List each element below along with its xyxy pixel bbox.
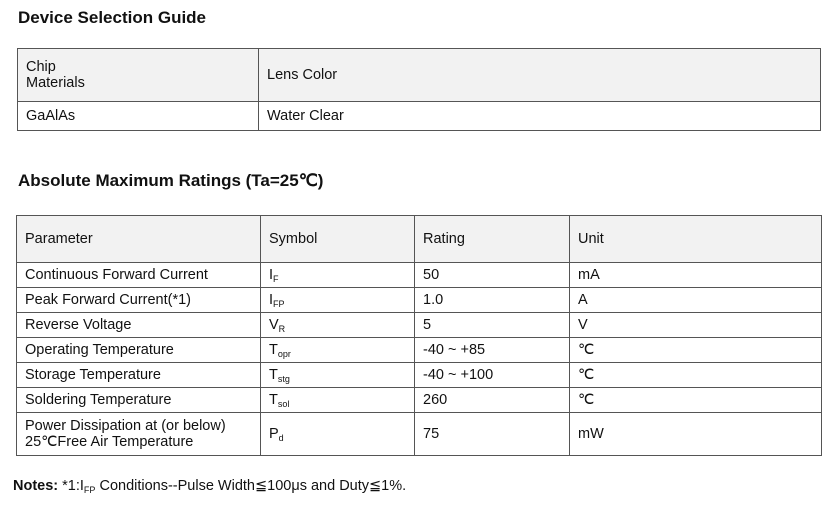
- cell-chip: GaAlAs: [18, 102, 259, 131]
- absolute-max-table: [16, 215, 822, 456]
- symbol-subscript: opr: [277, 348, 291, 359]
- cell-rating: 260: [415, 388, 570, 413]
- symbol-main: T: [269, 341, 278, 358]
- cell-symbol: [261, 338, 415, 363]
- table-row: [17, 388, 822, 413]
- table-row: [17, 338, 822, 363]
- header-rating: Rating: [415, 216, 570, 263]
- header-chip-line2: Materials: [26, 75, 85, 91]
- cell-parameter: [17, 413, 261, 456]
- cell-rating: 50: [415, 263, 570, 288]
- cell-symbol: [261, 313, 415, 338]
- cell-rating: 1.0: [415, 288, 570, 313]
- notes-suffix: Conditions--Pulse Width≦100μs and Duty≦1%.: [95, 478, 407, 494]
- cell-parameter: Operating Temperature: [17, 338, 261, 363]
- cell-parameter: Peak Forward Current(*1): [17, 288, 261, 313]
- table-header-row: [17, 216, 822, 263]
- cell-rating: -40 ~ +100: [415, 363, 570, 388]
- cell-symbol: [261, 363, 415, 388]
- symbol-main: V: [269, 316, 279, 333]
- cell-lens: Water Clear: [259, 102, 821, 131]
- cell-unit: mW: [570, 413, 822, 456]
- symbol-main: T: [269, 366, 278, 383]
- cell-parameter: Reverse Voltage: [17, 313, 261, 338]
- parameter-line2: 25℃Free Air Temperature: [25, 434, 194, 450]
- symbol-main: I: [269, 291, 274, 308]
- cell-symbol: [261, 413, 415, 456]
- cell-parameter: Storage Temperature: [17, 363, 261, 388]
- notes-prefix: *1:I: [58, 478, 84, 494]
- table-row: [17, 413, 822, 456]
- symbol-main: I: [269, 266, 274, 283]
- cell-parameter: Continuous Forward Current: [17, 263, 261, 288]
- symbol-subscript: FP: [273, 298, 285, 309]
- symbol-subscript: R: [278, 323, 286, 334]
- table-header-row: [18, 49, 821, 102]
- cell-symbol: [261, 263, 415, 288]
- header-unit: Unit: [570, 216, 822, 263]
- cell-unit: A: [570, 288, 822, 313]
- table-row: [17, 288, 822, 313]
- table-row: [17, 363, 822, 388]
- header-parameter: Parameter: [17, 216, 261, 263]
- cell-parameter: Soldering Temperature: [17, 388, 261, 413]
- table-row: [18, 102, 821, 131]
- parameter-line1: Power Dissipation at (or below): [25, 418, 226, 434]
- device-selection-table: [17, 48, 821, 131]
- notes-subscript: FP: [83, 485, 96, 495]
- cell-rating: 5: [415, 313, 570, 338]
- symbol-main: T: [269, 391, 278, 408]
- absolute-max-title: Absolute Maximum Ratings (Ta=25℃): [18, 171, 324, 190]
- notes-label: Notes:: [13, 478, 59, 494]
- cell-unit: ℃: [570, 363, 822, 388]
- symbol-subscript: F: [273, 273, 279, 284]
- symbol-subscript: d: [278, 432, 284, 443]
- table-row: [17, 313, 822, 338]
- notes: [13, 478, 406, 495]
- cell-unit: ℃: [570, 338, 822, 363]
- cell-rating: -40 ~ +85: [415, 338, 570, 363]
- cell-unit: V: [570, 313, 822, 338]
- symbol-subscript: stg: [277, 373, 290, 384]
- header-chip-materials: [18, 49, 259, 102]
- symbol-subscript: sol: [277, 398, 290, 409]
- table-row: [17, 263, 822, 288]
- header-symbol: Symbol: [261, 216, 415, 263]
- cell-unit: mA: [570, 263, 822, 288]
- cell-symbol: [261, 388, 415, 413]
- header-chip-line1: Chip: [26, 59, 56, 75]
- header-lens-color: Lens Color: [259, 49, 821, 102]
- cell-rating: 75: [415, 413, 570, 456]
- cell-unit: ℃: [570, 388, 822, 413]
- device-selection-title: Device Selection Guide: [18, 8, 207, 27]
- cell-symbol: [261, 288, 415, 313]
- symbol-main: P: [269, 425, 279, 442]
